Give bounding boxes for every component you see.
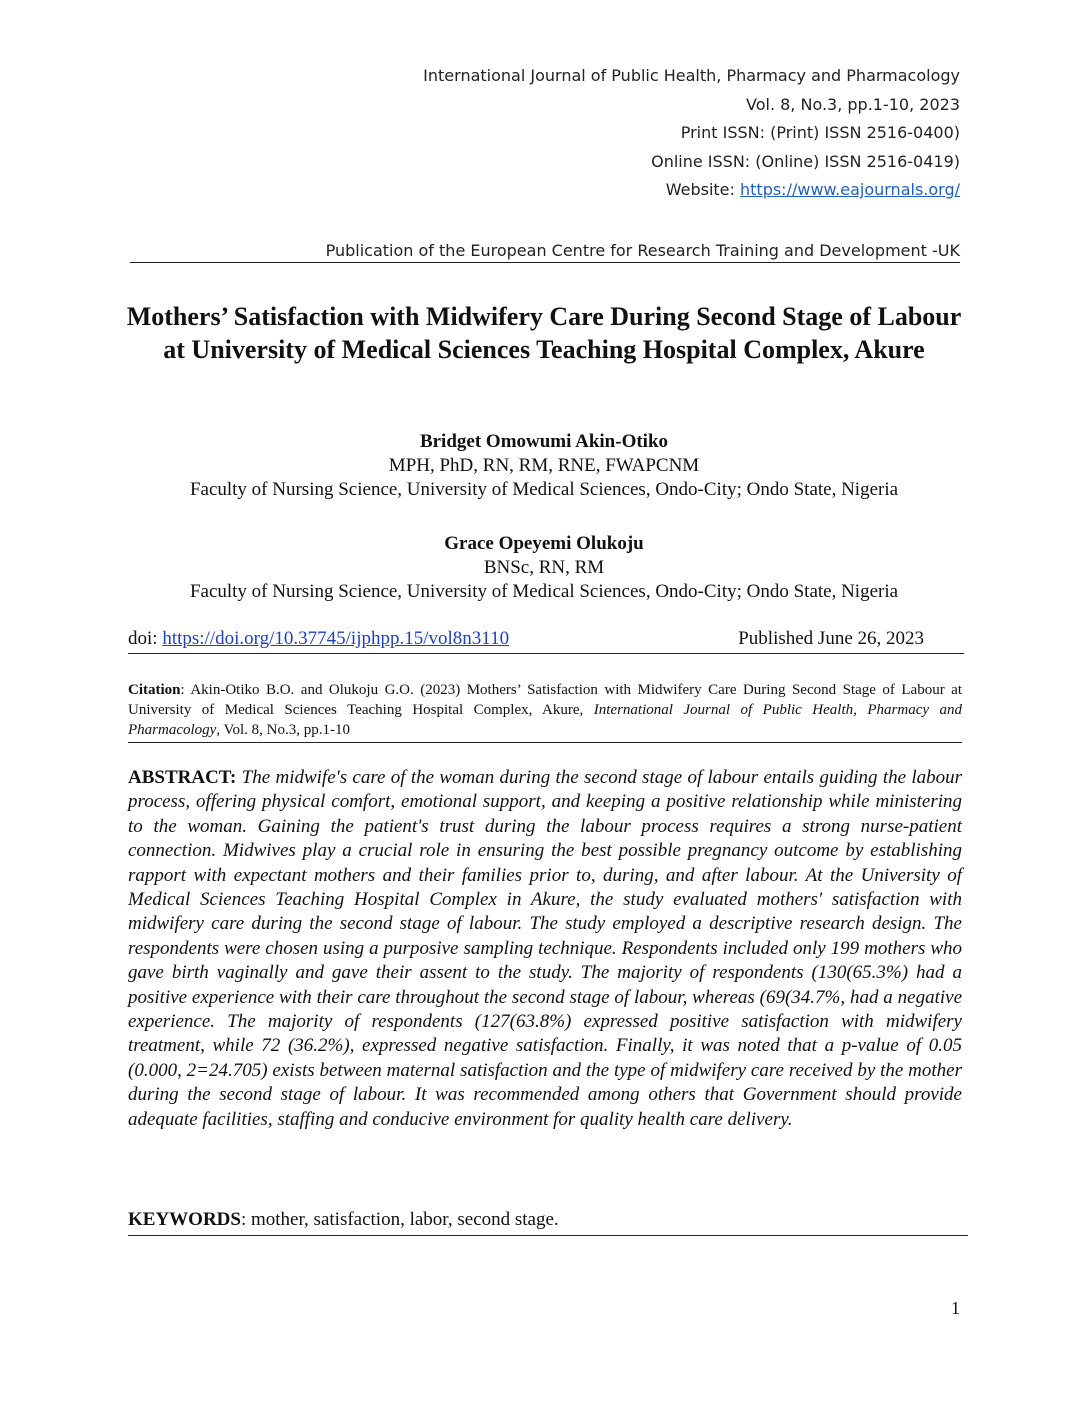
author-affiliation: Faculty of Nursing Science, University of Medical Sciences, Ondo-City; Ondo State, Nigeria bbox=[189, 479, 899, 500]
published-date: Published June 26, 2023 bbox=[738, 628, 924, 649]
author-name: Bridget Omowumi Akin-Otiko bbox=[419, 431, 669, 452]
page-number: 1 bbox=[951, 1298, 960, 1318]
keywords-label: KEYWORDS bbox=[128, 1209, 241, 1230]
online-issn: Online ISSN: (Online) ISSN 2516-0419) bbox=[651, 151, 960, 171]
keywords bbox=[128, 1209, 968, 1236]
paper-title: Mothers’ Satisfaction with Midwifery Care During Second Stage of Labour at University of Medical Sciences Teaching Hospital Complex, Akure bbox=[126, 302, 962, 364]
author-name: Grace Opeyemi Olukoju bbox=[444, 533, 644, 554]
keywords-text: : mother, satisfaction, labor, second stage. bbox=[240, 1209, 559, 1230]
author-block-1 bbox=[120, 430, 968, 502]
doi-label: doi: bbox=[128, 628, 163, 649]
website-line bbox=[423, 176, 960, 205]
abstract-label: ABSTRACT: bbox=[128, 767, 237, 788]
author-credentials: BNSc, RN, RM bbox=[483, 557, 605, 578]
citation-journal: International Journal of Public Health, Pharmacy and Pharmacology bbox=[128, 702, 962, 738]
journal-header bbox=[423, 62, 960, 205]
citation-volume: , Vol. 8, No.3, pp.1-10 bbox=[216, 722, 350, 738]
abstract bbox=[128, 766, 962, 1132]
website-label: Website: bbox=[665, 180, 740, 199]
website-link[interactable]: https://www.eajournals.org/ bbox=[740, 180, 960, 199]
citation-label: Citation bbox=[128, 682, 181, 698]
citation-block bbox=[128, 680, 962, 743]
author-block-2 bbox=[120, 532, 968, 604]
print-issn: Print ISSN: (Print) ISSN 2516-0400) bbox=[680, 123, 960, 142]
abstract-text: The midwife's care of the woman during the second stage of labour entails guiding the labour process, offering physical comfort, emotional support, and keeping a positive relationship while ministering to the woman. Gaining the patient's trust during the labour process requires a strong nurse-patient connection. Midwives play a crucial role in ensuring the best possible pregnancy outcome by establishing rapport with expectant mothers and their families prior to, during, and after labour. At the University of Medical Sciences Teaching Hospital Complex in Akure, the study evaluated mothers' satisfaction with midwifery care during the second stage of labour. The study employed a descriptive research design. The respondents were chosen using a purposive sampling technique. Respondents included only 199 mothers who gave birth vaginally and gave their assent to the study. The majority of respondents (130(65.3%) had a positive experience with their care throughout the second stage of labour, whereas (69(34.7%, had a negative experience. The majority of respondents (127(63.8%) expressed positive satisfaction with midwifery treatment, while 72 (36.2%), expressed negative satisfaction. Finally, it was noted that a p-value of 0.05 (0.000, 2=24.705) exists between maternal satisfaction and the type of midwifery care received by the mother during the second stage of labour. It was recommended among others that Government should provide adequate facilities, staffing and conducive environment for quality health care delivery. bbox=[128, 767, 962, 1130]
doi-link[interactable]: https://doi.org/10.37745/ijphpp.15/vol8n3110 bbox=[162, 628, 510, 649]
doi-row bbox=[128, 628, 964, 654]
journal-name: International Journal of Public Health, Pharmacy and Pharmacology bbox=[423, 66, 960, 85]
author-affiliation: Faculty of Nursing Science, University of Medical Sciences, Ondo-City; Ondo State, Nigeria bbox=[189, 581, 899, 602]
publisher-line: Publication of the European Centre for Research Training and Development -UK bbox=[130, 241, 960, 263]
citation-text: : Akin-Otiko B.O. and Olukoju G.O. (2023) Mothers’ Satisfaction with Midwifery Care During Second Stage of Labour at University of Medical Sciences Teaching Hospital Complex, Akure, bbox=[128, 682, 962, 718]
journal-volume: Vol. 8, No.3, pp.1-10, 2023 bbox=[746, 94, 960, 114]
author-credentials: MPH, PhD, RN, RM, RNE, FWAPCNM bbox=[388, 455, 700, 476]
